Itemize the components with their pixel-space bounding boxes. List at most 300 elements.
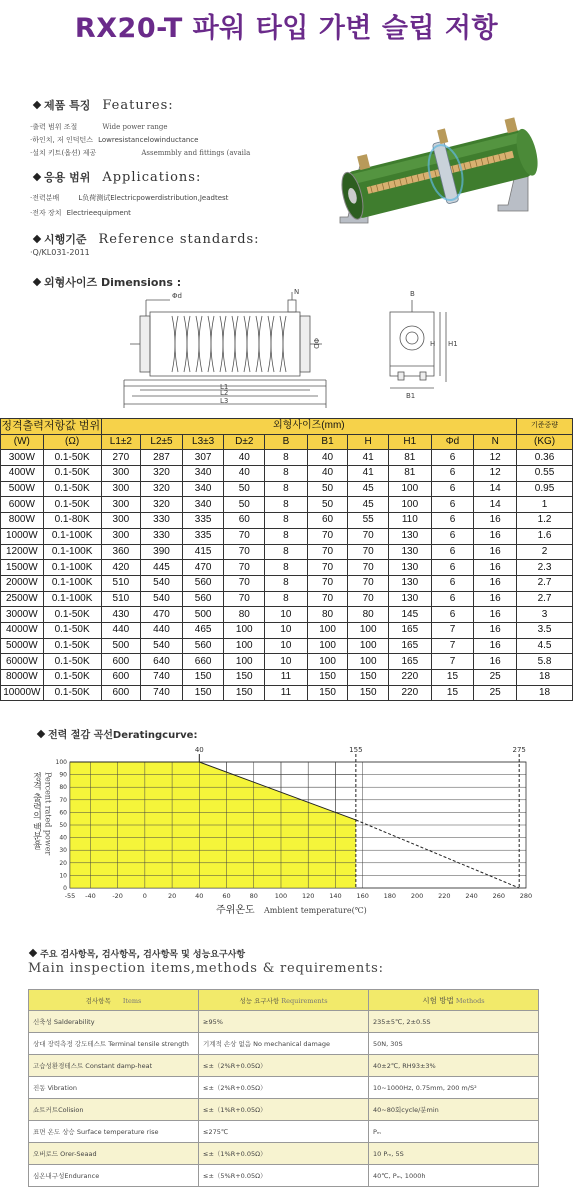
spec-column-header: Φd [431, 434, 474, 450]
x-tick-label: 100 [274, 892, 288, 900]
chart-series-line [356, 820, 519, 888]
diamond-bullet-icon [33, 277, 41, 285]
inspection-table-cell: ≥95% [199, 1011, 369, 1033]
resistor-product-image [330, 105, 560, 235]
spec-table-cell: 6 [431, 607, 474, 623]
spec-table-cell: 70 [307, 528, 348, 544]
spec-table-cell: 81 [388, 466, 431, 482]
spec-table-cell: 165 [388, 654, 431, 670]
spec-table-cell: 70 [224, 528, 265, 544]
spec-table-cell: 0.1-100K [43, 544, 101, 560]
spec-table-cell: 0.1-50K [43, 654, 101, 670]
spec-table-cell: 600W [1, 497, 44, 513]
spec-table-cell: 220 [388, 685, 431, 701]
spec-table-row [1, 591, 573, 607]
spec-table-cell: 150 [182, 670, 224, 686]
inspection-table-cell: 10 Pₘ, 5S [369, 1143, 539, 1165]
spec-table-cell: 3 [517, 607, 573, 623]
spec-table-cell: 70 [224, 591, 265, 607]
spec-table-cell: 1 [517, 497, 573, 513]
inspection-table-cell: ≤±（2%R+0.05Ω） [199, 1055, 369, 1077]
spec-table-cell: 600 [101, 654, 141, 670]
x-tick-label: -55 [64, 892, 76, 900]
spec-table-cell: 5.8 [517, 654, 573, 670]
spec-table-cell: 445 [141, 560, 183, 576]
features-list [30, 114, 290, 157]
applications-heading: 응용 범위 Applications: [34, 166, 201, 185]
inspection-table-row [29, 1165, 539, 1187]
chart-y-ticks [56, 759, 68, 892]
inspection-table-row [29, 1121, 539, 1143]
spec-table-cell: 4.5 [517, 638, 573, 654]
spec-table-cell: 81 [388, 450, 431, 466]
spec-column-header: (W) [1, 434, 44, 450]
inspection-heading: 주요 검사항목, 검사항목, 검사항목 및 성능요구사항 [30, 942, 245, 961]
y-tick-label: 90 [59, 771, 67, 779]
inspection-table-cell: 상대 장력측정 강도테스트 Terminal tensile strength [29, 1033, 199, 1055]
chart-ylabel-en: Percent rated power [43, 772, 53, 856]
spec-table-cell: 8 [265, 481, 308, 497]
spec-table-row [1, 685, 573, 701]
inspection-table-cell: 신축성 Salderability [29, 1011, 199, 1033]
spec-table-cell: 12 [474, 466, 517, 482]
spec-table-row [1, 513, 573, 529]
spec-table-row [1, 560, 573, 576]
chart-xlabel-en: Ambient temperature(℃) [264, 906, 367, 915]
spec-table-cell: 55 [348, 513, 389, 529]
spec-table-row [1, 450, 573, 466]
spec-table-cell: 300W [1, 450, 44, 466]
spec-table-cell: 70 [348, 560, 389, 576]
spec-table-body [1, 450, 573, 701]
spec-table-cell: 100 [307, 638, 348, 654]
spec-table-cell: 70 [307, 591, 348, 607]
spec-table-cell: 0.1-100K [43, 528, 101, 544]
spec-table-cell: 50 [307, 481, 348, 497]
x-tick-label: 200 [410, 892, 424, 900]
x-tick-label: 80 [249, 892, 258, 900]
spec-table-cell: 130 [388, 575, 431, 591]
spec-table-cell: 1500W [1, 560, 44, 576]
inspection-table-body [29, 1011, 539, 1187]
spec-table-cell: 80 [307, 607, 348, 623]
spec-table-cell: 335 [182, 513, 224, 529]
spec-table-cell: 340 [182, 481, 224, 497]
y-tick-label: 50 [59, 822, 67, 829]
spec-table-cell: 2000W [1, 575, 44, 591]
x-tick-label: 220 [438, 892, 451, 900]
spec-table-cell: 600 [101, 685, 141, 701]
dimensions-heading: 외형사이즈 Dimensions : [34, 271, 181, 290]
spec-table-cell: 415 [182, 544, 224, 560]
spec-table-cell: 6 [431, 466, 474, 482]
x-tick-label: 0 [142, 892, 147, 900]
spec-column-header: B [265, 434, 308, 450]
spec-table-cell: 41 [348, 450, 389, 466]
drawing-label-l3: L3 [220, 397, 229, 405]
inspection-table-cell: ≤±（1%R+0.05Ω） [199, 1099, 369, 1121]
spec-table-cell: 100 [388, 481, 431, 497]
spec-table-cell: 0.1-50K [43, 481, 101, 497]
inspection-table-cell: 심온내구성Endurance [29, 1165, 199, 1187]
top-mark-label: 155 [349, 746, 363, 754]
spec-table-cell: 1.6 [517, 528, 573, 544]
y-tick-label: 100 [55, 759, 67, 766]
feature-item: ·출력 범위 조절 Wide power range [30, 123, 168, 131]
spec-table-cell: 10 [265, 654, 308, 670]
spec-table-cell: 0.1-50K [43, 607, 101, 623]
spec-table-cell: 100 [224, 654, 265, 670]
features-heading-ko: 제품 특징 [44, 99, 91, 112]
spec-table-cell: 640 [141, 654, 183, 670]
x-tick-label: -40 [85, 892, 96, 900]
spec-table-cell: 3.5 [517, 622, 573, 638]
drawing-label-h1: H1 [448, 340, 458, 348]
spec-table-cell: 40 [224, 450, 265, 466]
spec-table-cell: 41 [348, 466, 389, 482]
inspection-table-row [29, 1143, 539, 1165]
spec-table-cell: 70 [224, 575, 265, 591]
spec-table-cell: 150 [182, 685, 224, 701]
spec-table-cell: 560 [182, 591, 224, 607]
spec-table-cell: 6 [431, 575, 474, 591]
x-tick-label: 20 [167, 892, 177, 900]
x-tick-label: 240 [465, 892, 478, 900]
spec-table-cell: 80 [224, 607, 265, 623]
spec-table-cell: 50 [224, 497, 265, 513]
spec-table-cell: 0.1-100K [43, 575, 101, 591]
spec-table-cell: 465 [182, 622, 224, 638]
spec-table-cell: 2 [517, 544, 573, 560]
spec-table-cell: 2.7 [517, 575, 573, 591]
spec-table-cell: 165 [388, 622, 431, 638]
spec-table-cell: 0.1-50K [43, 466, 101, 482]
spec-table-cell: 330 [141, 513, 183, 529]
x-tick-label: 60 [222, 892, 231, 900]
spec-table-cell: 15 [431, 685, 474, 701]
spec-column-header-row [1, 434, 573, 450]
spec-table-cell: 0.1-80K [43, 513, 101, 529]
spec-table-row [1, 497, 573, 513]
inspection-table-cell: ≤±（1%R+0.05Ω） [199, 1143, 369, 1165]
spec-table-cell: 0.1-50K [43, 622, 101, 638]
spec-table-cell: 16 [474, 607, 517, 623]
spec-table-cell: 8 [265, 560, 308, 576]
spec-table-cell: 150 [348, 670, 389, 686]
spec-table-cell: 40 [307, 450, 348, 466]
spec-table-cell: 6 [431, 591, 474, 607]
spec-table-cell: 0.1-100K [43, 591, 101, 607]
spec-table-cell: 100 [224, 638, 265, 654]
inspection-table-cell: 40℃, Pₘ, 1000h [369, 1165, 539, 1187]
inspection-table-row [29, 1011, 539, 1033]
spec-table-cell: 7 [431, 654, 474, 670]
inspection-table-cell: 쇼트커트Colision [29, 1099, 199, 1121]
spec-table-cell: 390 [141, 544, 183, 560]
spec-table-cell: 60 [224, 513, 265, 529]
y-tick-label: 40 [59, 834, 67, 842]
inspection-table-row [29, 1099, 539, 1121]
spec-table-cell: 340 [182, 466, 224, 482]
spec-table-cell: 0.1-50K [43, 497, 101, 513]
spec-table-cell: 335 [182, 528, 224, 544]
chart-x-ticks [65, 892, 533, 900]
diamond-bullet-icon [33, 100, 41, 108]
inspection-header-requirements: 성능 요구사항 Requirements [199, 990, 369, 1011]
x-tick-label: 120 [301, 892, 315, 900]
inspection-table-cell: 기계적 손상 없음 No mechanical damage [199, 1033, 369, 1055]
spec-column-header: L3±3 [182, 434, 224, 450]
drawing-label-n: N [294, 288, 300, 296]
spec-table-cell: 6 [431, 528, 474, 544]
inspection-header-row [29, 990, 539, 1011]
spec-table-cell: 70 [224, 560, 265, 576]
spec-table-cell: 340 [182, 497, 224, 513]
inspection-table-cell: 10~1000Hz, 0.75mm, 200 m/S² [369, 1077, 539, 1099]
spec-table-cell: 70 [348, 528, 389, 544]
inspection-table-row [29, 1077, 539, 1099]
spec-table-row [1, 638, 573, 654]
spec-table-cell: 130 [388, 528, 431, 544]
spec-group-size: 외형사이즈(mm) [101, 419, 517, 435]
spec-table-cell: 18 [517, 685, 573, 701]
chart-ylabel-ko: 정격 출력의 백분율 [31, 772, 41, 850]
spec-table-cell: 70 [348, 591, 389, 607]
inspection-table-row [29, 1055, 539, 1077]
spec-table-cell: 270 [101, 450, 141, 466]
spec-table-cell: 2.3 [517, 560, 573, 576]
spec-table-cell: 6 [431, 497, 474, 513]
spec-column-header: H1 [388, 434, 431, 450]
diamond-bullet-icon [33, 172, 41, 180]
spec-table-cell: 1.2 [517, 513, 573, 529]
spec-table-cell: 8 [265, 575, 308, 591]
drawing-label-d: ΦD [312, 338, 320, 349]
x-tick-label: 260 [492, 892, 505, 900]
inspection-table-row [29, 1033, 539, 1055]
spec-table-cell: 6 [431, 560, 474, 576]
spec-table-cell: 1000W [1, 528, 44, 544]
spec-table-cell: 220 [388, 670, 431, 686]
application-item: ·전력분배 L负荷测试Electricpowerdistribution,Jeadtest [30, 194, 229, 202]
spec-table-cell: 500 [101, 638, 141, 654]
spec-table-cell: 18 [517, 670, 573, 686]
spec-table-cell: 50 [224, 481, 265, 497]
spec-table-cell: 16 [474, 528, 517, 544]
reference-item: ·Q/KL031-2011 [30, 248, 90, 257]
reference-heading: 시행기준 Reference standards: [34, 228, 260, 247]
spec-table-cell: 440 [101, 622, 141, 638]
spec-table-cell: 8 [265, 544, 308, 560]
spec-table-cell: 45 [348, 481, 389, 497]
spec-table-cell: 430 [101, 607, 141, 623]
spec-table-cell: 470 [182, 560, 224, 576]
spec-table-cell: 0.55 [517, 466, 573, 482]
spec-table-cell: 6 [431, 481, 474, 497]
spec-table-cell: 660 [182, 654, 224, 670]
spec-table-cell: 25 [474, 670, 517, 686]
spec-column-header: L2±5 [141, 434, 183, 450]
spec-table-cell: 8 [265, 450, 308, 466]
inspection-table-cell: ≤±（5%R+0.05Ω） [199, 1165, 369, 1187]
spec-table-cell: 740 [141, 670, 183, 686]
spec-table-cell: 300 [101, 497, 141, 513]
spec-table-cell: 510 [101, 575, 141, 591]
spec-table-cell: 70 [307, 560, 348, 576]
inspection-table-cell: 표면 온도 상승 Surface temperature rise [29, 1121, 199, 1143]
spec-table-cell: 80 [348, 607, 389, 623]
dimension-drawing [110, 286, 458, 412]
features-heading [34, 94, 174, 113]
drawing-label-b1: B1 [406, 392, 416, 400]
x-tick-label: 160 [356, 892, 369, 900]
features-heading-en: Features: [102, 98, 174, 113]
spec-table-cell: 440 [141, 622, 183, 638]
spec-table-cell: 100 [348, 638, 389, 654]
spec-table-cell: 70 [224, 544, 265, 560]
spec-table-cell: 510 [101, 591, 141, 607]
spec-column-header: B1 [307, 434, 348, 450]
inspection-table-cell: 40~80회cycle/분min [369, 1099, 539, 1121]
spec-table-cell: 360 [101, 544, 141, 560]
spec-table-cell: 150 [307, 670, 348, 686]
spec-table-cell: 3000W [1, 607, 44, 623]
spec-column-header: (Ω) [43, 434, 101, 450]
spec-table-row [1, 622, 573, 638]
inspection-table-cell: 50N, 30S [369, 1033, 539, 1055]
spec-table-cell: 740 [141, 685, 183, 701]
spec-table-cell: 330 [141, 528, 183, 544]
spec-table-cell: 540 [141, 591, 183, 607]
spec-table-cell: 100 [224, 622, 265, 638]
spec-table-cell: 130 [388, 544, 431, 560]
y-tick-label: 30 [59, 847, 67, 855]
inspection-table-cell: 오버로드 Orer-Seaad [29, 1143, 199, 1165]
spec-table-cell: 8 [265, 497, 308, 513]
spec-table-cell: 45 [348, 497, 389, 513]
spec-table-cell: 5000W [1, 638, 44, 654]
spec-table-cell: 0.1-100K [43, 560, 101, 576]
spec-table-cell: 320 [141, 497, 183, 513]
spec-table-cell: 8 [265, 513, 308, 529]
spec-table-cell: 500W [1, 481, 44, 497]
top-mark-label: 275 [512, 746, 526, 754]
diamond-bullet-icon [29, 948, 37, 956]
spec-table-cell: 165 [388, 638, 431, 654]
inspection-heading-en: Main inspection items,methods & requirements: [28, 961, 384, 976]
spec-table-cell: 100 [388, 497, 431, 513]
spec-table-cell: 70 [307, 544, 348, 560]
spec-table-cell: 60 [307, 513, 348, 529]
spec-table-cell: 300 [101, 528, 141, 544]
spec-table-cell: 500 [182, 607, 224, 623]
inspection-header-methods: 시험 방법 Methods [369, 990, 539, 1011]
spec-table-cell: 0.1-50K [43, 638, 101, 654]
spec-table-cell: 6000W [1, 654, 44, 670]
page-title: RX20-T 파워 타입 가변 슬립 저항 [74, 13, 499, 44]
spec-table-cell: 300 [101, 481, 141, 497]
inspection-table-cell: ≤275℃ [199, 1121, 369, 1143]
application-item: ·전자 장치 Electrieequipment [30, 209, 131, 217]
spec-table-cell: 8 [265, 466, 308, 482]
spec-table-cell: 1200W [1, 544, 44, 560]
spec-column-header: (KG) [517, 434, 573, 450]
spec-table-cell: 287 [141, 450, 183, 466]
spec-group-rating: 정격출력저항값 범위 [1, 420, 101, 433]
spec-table-row [1, 607, 573, 623]
spec-table-cell: 11 [265, 670, 308, 686]
spec-table-cell: 560 [182, 638, 224, 654]
spec-table-cell: 6 [431, 513, 474, 529]
spec-table-cell: 150 [224, 685, 265, 701]
spec-table-cell: 70 [348, 575, 389, 591]
spec-table-row [1, 544, 573, 560]
spec-table-cell: 0.1-50K [43, 450, 101, 466]
spec-table-cell: 16 [474, 591, 517, 607]
spec-table-cell: 7 [431, 638, 474, 654]
drawing-label-l2: L2 [220, 389, 229, 397]
spec-table-cell: 150 [307, 685, 348, 701]
chart-area [70, 754, 519, 888]
spec-table-cell: 6 [431, 450, 474, 466]
spec-table-cell: 145 [388, 607, 431, 623]
y-tick-label: 20 [59, 859, 67, 867]
y-tick-label: 70 [59, 796, 67, 804]
x-tick-label: 140 [329, 892, 342, 900]
spec-table-row [1, 654, 573, 670]
spec-table-cell: 470 [141, 607, 183, 623]
spec-table-row [1, 466, 573, 482]
derating-chart [30, 740, 550, 925]
inspection-table [28, 989, 539, 1187]
spec-table-cell: 40 [307, 466, 348, 482]
spec-table-cell: 0.1-50K [43, 685, 101, 701]
spec-table-cell: 10000W [1, 685, 44, 701]
spec-table-cell: 130 [388, 560, 431, 576]
top-mark-label: 40 [194, 746, 204, 754]
inspection-table-cell: 고습성환경테스트 Constant damp-heat [29, 1055, 199, 1077]
chart-top-marks [195, 746, 526, 754]
spec-table-cell: 12 [474, 450, 517, 466]
x-tick-label: 280 [519, 892, 533, 900]
x-tick-label: 180 [383, 892, 397, 900]
spec-table-row [1, 575, 573, 591]
feature-item: ·하인치, 저 인덕턴스 Lowresistancelowinductance [30, 136, 199, 144]
x-tick-label: -20 [112, 892, 123, 900]
spec-table-cell: 100 [348, 654, 389, 670]
spec-table-cell: 16 [474, 513, 517, 529]
spec-column-header: L1±2 [101, 434, 141, 450]
drawing-label-phid: Φd [172, 292, 182, 300]
spec-table-cell: 16 [474, 575, 517, 591]
spec-table-cell: 10 [265, 622, 308, 638]
spec-table-cell: 540 [141, 575, 183, 591]
spec-table-cell: 540 [141, 638, 183, 654]
feature-item: ·설치 키트(옵션) 제공 Assemmbly and fittings (availa [30, 149, 251, 157]
spec-table-cell: 40 [224, 466, 265, 482]
spec-table-cell: 8 [265, 591, 308, 607]
spec-table-cell: 14 [474, 481, 517, 497]
spec-table-cell: 0.1-50K [43, 670, 101, 686]
inspection-table-cell: 40±2℃, RH93±3% [369, 1055, 539, 1077]
spec-table-cell: 16 [474, 560, 517, 576]
spec-table-cell: 10 [265, 638, 308, 654]
spec-table-row [1, 481, 573, 497]
chart-xlabel-ko: 주위온도 [216, 905, 255, 916]
spec-table-cell: 307 [182, 450, 224, 466]
drawing-label-h: H [430, 340, 436, 348]
diamond-bullet-icon [37, 729, 45, 737]
